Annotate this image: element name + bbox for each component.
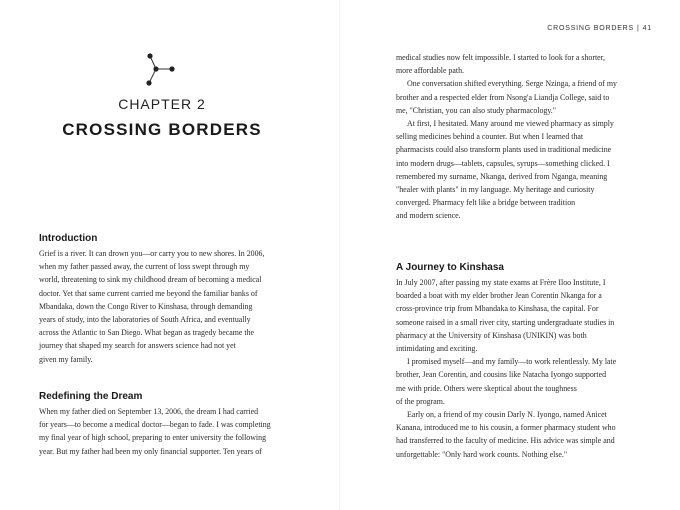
text-line: when my father passed away, the current of loss swept through my xyxy=(39,262,250,272)
text-line: cross-province trip from Mbandaka to Kinshasa, the capital. For xyxy=(396,304,599,314)
text-line: selling medicines behind a counter. But when I learned that xyxy=(396,132,584,142)
running-head-title: CROSSING BORDERS xyxy=(547,25,634,32)
text-line: converged. Pharmacy felt like a bridge between tradition xyxy=(396,198,576,208)
text-line: doctor. Yet that same current carried me beyond the familiar banks of xyxy=(39,288,258,298)
text-line: unforgettable: "Only hard work counts. Nothing else." xyxy=(396,449,568,459)
text-line: year. But my father had been my only financial supporter. Ten years of xyxy=(39,446,262,456)
text-line: of the program. xyxy=(396,396,445,406)
text-line: brother and a respected elder from Nsong'a Liandja College, said to xyxy=(396,92,610,102)
text-line: given my family. xyxy=(39,354,93,364)
text-line: someone raised in a small river city, starting undergraduate studies in xyxy=(396,317,615,327)
text-line: pharmacists could also transform plants used in traditional medicine xyxy=(396,145,612,155)
right-text-block-bottom xyxy=(396,276,646,461)
right-text-block-top xyxy=(396,51,646,223)
text-line: journey that shaped my search for answers science had not yet xyxy=(39,341,236,351)
text-line: brother, Jean Corentin, and cousins like Natacha Iyongo supported xyxy=(396,370,607,380)
text-line: One conversation shifted everything. Serge Nzinga, a friend of my xyxy=(407,79,617,89)
text-line: more affordable path. xyxy=(396,66,464,76)
text-line: In July 2007, after passing my state exams at Frère Iloo Institute, I xyxy=(396,278,606,287)
right-page xyxy=(340,0,680,510)
text-line: across the Atlantic to San Diego. What began as tragedy became the xyxy=(39,328,255,338)
dream-paragraph xyxy=(39,405,288,458)
running-head xyxy=(547,25,652,32)
page-number: 41 xyxy=(642,25,652,32)
text-line: world, threatening to sink my childhood dream of becoming a medical xyxy=(39,275,262,285)
text-line: Kanana, introduced me to his cousin, a former pharmacy student who xyxy=(396,423,616,433)
text-line: pharmacy at the University of Kinshasa (UNIKIN) was both xyxy=(396,330,587,340)
text-line: me, "Christian, you can also study pharmacology." xyxy=(396,105,556,115)
text-line: my final year of high school, preparing to enter university the following xyxy=(39,433,267,443)
text-line: I promised myself—and my family—to work relentlessly. My late xyxy=(407,357,617,367)
introduction-paragraph xyxy=(39,247,288,366)
section-heading-redefining-dream: Redefining the Dream xyxy=(39,391,143,402)
text-line: remembered my surname, Nkanga, derived from Nganga, meaning xyxy=(396,171,608,181)
text-line: boarded a boat with my elder brother Jean Corentin Nkanga for a xyxy=(396,291,602,301)
text-line: for years—to become a medical doctor—began to fade. I was completing xyxy=(39,420,271,430)
text-line: Grief is a river. It can drown you—or carry you to new shores. In 2006, xyxy=(39,249,265,258)
chapter-label: CHAPTER 2 xyxy=(118,96,206,112)
text-line: and modern science. xyxy=(396,211,461,221)
section-heading-introduction: Introduction xyxy=(39,233,98,244)
text-line: years of study, into the laboratories of South Africa, and eventually xyxy=(39,315,251,325)
text-line: me with pride. Others were skeptical about the toughness xyxy=(396,383,577,393)
text-line: intimidating and exciting. xyxy=(396,344,478,354)
constellation-icon xyxy=(138,52,178,90)
text-line: Mbandaka, down the Congo River to Kinshasa, through demanding xyxy=(39,301,253,311)
text-line: Early on, a friend of my cousin Darly N. Iyongo, named Anicet xyxy=(407,410,607,420)
text-line: "healer with plants" in my language. My heritage and curiosity xyxy=(396,185,595,195)
running-head-separator: | xyxy=(636,25,640,32)
section-heading-journey-kinshasa: A Journey to Kinshasa xyxy=(396,262,504,273)
text-line: had transferred to the faculty of medicine. His advice was simple and xyxy=(396,436,615,446)
text-line: into modern drugs—tablets, capsules, syrups—something clicked. I xyxy=(396,158,610,168)
chapter-title: CROSSING BORDERS xyxy=(62,120,262,139)
text-line: At first, I hesitated. Many around me viewed pharmacy as simply xyxy=(407,119,614,129)
text-line: medical studies now felt impossible. I started to look for a shorter, xyxy=(396,53,605,62)
text-line: When my father died on September 13, 2006, the dream I had carried xyxy=(39,407,259,416)
